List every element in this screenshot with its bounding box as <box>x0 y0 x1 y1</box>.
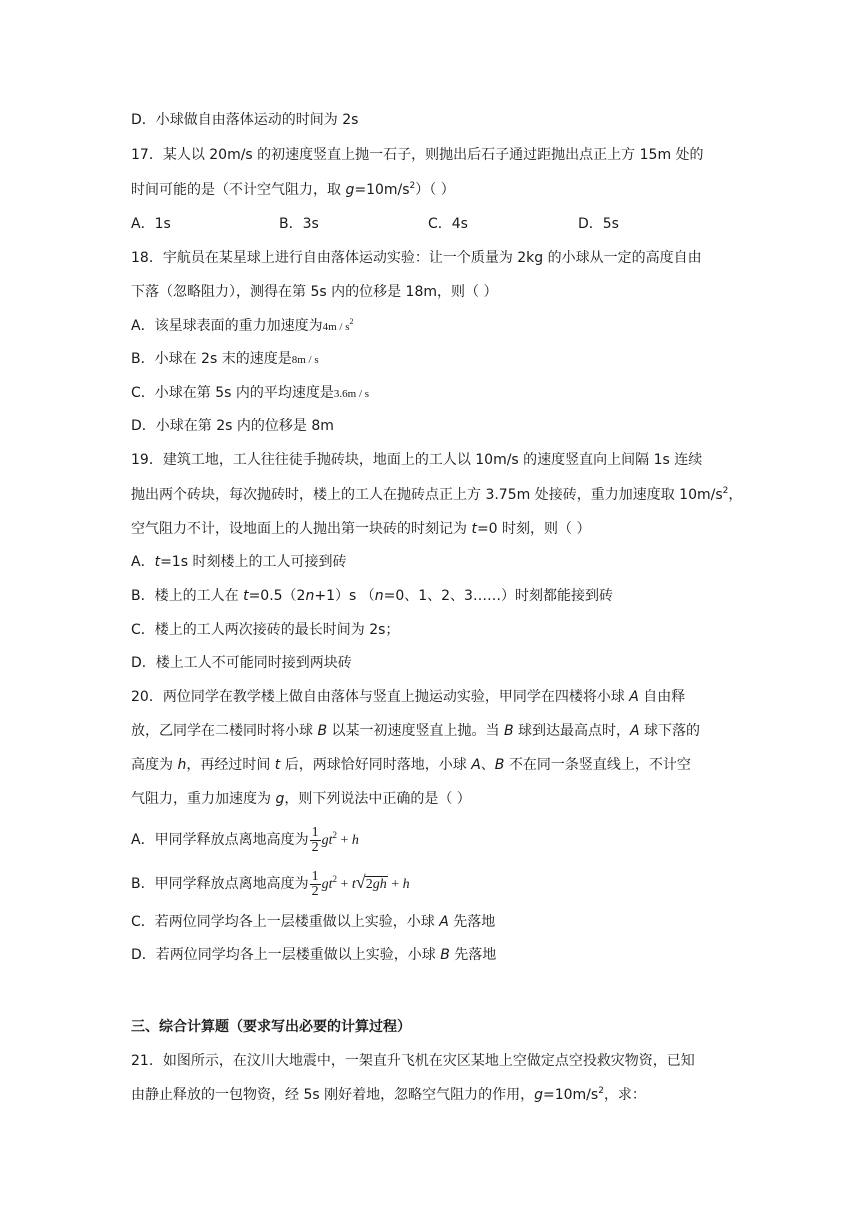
q20-stem-line4: 气阻力，重力加速度为 g，则下列说法中正确的是（ ） <box>131 791 471 807</box>
q17-stem-line2: 时间可能的是（不计空气阻力，取 $g=10m/s^2$）（ ） <box>131 181 455 198</box>
q21-stem-line1: 21．如图所示，在汶川大地震中，一架直升飞机在灾区某地上空做定点空投救灾物资，已知 <box>131 1053 695 1069</box>
q20-option-a: A．甲同学释放点离地高度为 $\frac{1}{2}$ $gt^2 + h$ <box>131 824 359 855</box>
q18-option-b: B．小球在 2s 末的速度是8m / s <box>131 351 319 367</box>
q17-stem-line1: 17．某人以 20m/s 的初速度竖直上抛一石子，则抛出后石子通过距抛出点正上方 15m 处的 <box>131 147 704 163</box>
q20-option-d: D．若两位同学均各上一层楼重做以上实验，小球 B 先落地 <box>131 947 497 963</box>
q19-option-b: B．楼上的工人在 t=0.5（2n+1）s （n=0、1、2、3……）时刻都能接到砖 <box>131 588 613 604</box>
q19-stem-line3: 空气阻力不计，设地面上的人抛出第一块砖的时刻记为 t=0 时刻，则（ ） <box>131 521 591 537</box>
q19-stem-line2: 抛出两个砖块，每次抛砖时，楼上的工人在抛砖点正上方 3.75m 处接砖，重力加速度取 $10m/s^2$， <box>131 486 743 503</box>
q17-option-c: C．4s <box>428 216 468 232</box>
q18-stem-line1: 18．宇航员在某星球上进行自由落体运动实验：让一个质量为 2kg 的小球从一定的高度自由 <box>131 250 702 266</box>
formula-a: $gt^2 + h$ <box>321 830 359 848</box>
q19-stem-line1: 19．建筑工地，工人往往徒手抛砖块，地面上的工人以 10m/s 的速度竖直向上间隔 1s 连续 <box>131 452 703 468</box>
q21-stem-line2: 由静止释放的一包物资，经 5s 刚好着地，忽略空气阻力的作用，$g=10m/s^2$，求： <box>131 1086 646 1103</box>
q17-option-b: B．3s <box>279 216 319 232</box>
q19-option-c: C．楼上的工人两次接砖的最长时间为 2s； <box>131 622 400 638</box>
formula-b: $gt^2 + t√2gh + h$ <box>321 872 410 892</box>
q17-option-a: A．1s <box>131 216 171 232</box>
q20-option-b: B．甲同学释放点离地高度为 $\frac{1}{2}$ $gt^2 + t√2gh + h$ <box>131 868 410 899</box>
half-fraction: $\frac{1}{2}$ <box>311 824 319 855</box>
q18-stem-line2: 下落（忽略阻力），测得在第 5s 内的位移是 18m，则（ ） <box>131 284 498 300</box>
q19-option-d: D．楼上工人不可能同时接到两块砖 <box>131 655 352 671</box>
half-fraction: $\frac{1}{2}$ <box>311 868 319 899</box>
q20-option-c: C．若两位同学均各上一层楼重做以上实验，小球 A 先落地 <box>131 914 496 930</box>
q16-option-d: D．小球做自由落体运动的时间为 2s <box>131 112 359 128</box>
q18-option-d: D．小球在第 2s 内的位移是 8m <box>131 418 334 434</box>
q20-stem-line1: 20．两位同学在教学楼上做自由落体与竖直上抛运动实验，甲同学在四楼将小球 A 自由释 <box>131 689 686 705</box>
q19-option-a: A．t=1s 时刻楼上的工人可接到砖 <box>131 554 347 570</box>
sqrt-icon: √ <box>355 872 366 892</box>
q17-option-d: D．5s <box>578 216 619 232</box>
q18-option-c: C．小球在第 5s 内的平均速度是3.6m / s <box>131 385 370 401</box>
section-heading: 三、综合计算题（要求写出必要的计算过程） <box>131 1019 411 1035</box>
q20-stem-line3: 高度为 h，再经过时间 t 后，两球恰好同时落地，小球 A、B 不在同一条竖直线上，不计空 <box>131 757 691 773</box>
q18-option-a: A．该星球表面的重力加速度为$4m / s^2$ <box>131 317 354 334</box>
q20-stem-line2: 放，乙同学在二楼同时将小球 B 以某一初速度竖直上抛。当 B 球到达最高点时，A 球下落的 <box>131 723 701 739</box>
